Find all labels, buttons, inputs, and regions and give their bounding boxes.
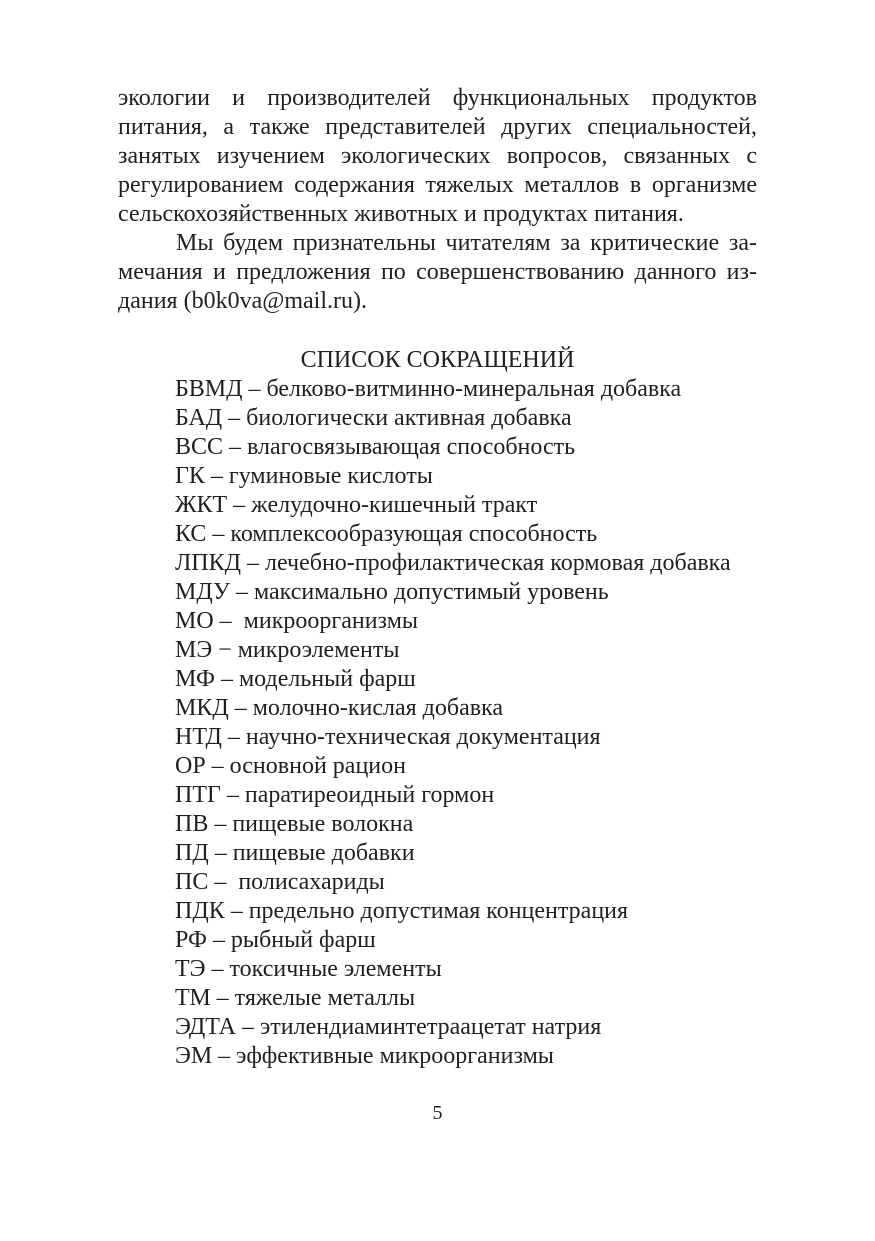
abbreviation-item: МКД – молочно-кислая добавка bbox=[175, 695, 504, 721]
text-line: мечания и предложения по совершенствованию данного из- bbox=[118, 259, 757, 285]
abbreviations-heading: СПИСОК СОКРАЩЕНИЙ bbox=[300, 347, 575, 373]
text-line: занятых изучением экологических вопросов, связанных с bbox=[118, 143, 757, 169]
body-text bbox=[118, 84, 757, 316]
abbreviation-item: ТЭ – токсичные элементы bbox=[175, 956, 442, 982]
abbreviation-item: КС – комплексообразующая способность bbox=[175, 521, 598, 547]
abbreviation-item: МФ – модельный фарш bbox=[175, 666, 416, 692]
abbreviation-item: МДУ – максимально допустимый уровень bbox=[175, 579, 609, 605]
abbreviation-item: ПДК – предельно допустимая концентрация bbox=[175, 898, 629, 924]
text-line: сельскохозяйственных животных и продуктах питания. bbox=[118, 201, 684, 227]
abbreviation-item: ГК – гуминовые кислоты bbox=[175, 463, 433, 489]
page-number: 5 bbox=[432, 1102, 443, 1124]
abbreviation-item: ТМ – тяжелые металлы bbox=[175, 985, 416, 1011]
abbreviation-item: ПС – полисахариды bbox=[175, 869, 385, 895]
abbreviation-item: ПТГ – паратиреоидный гормон bbox=[175, 782, 495, 808]
abbreviation-item: МЭ − микроэлементы bbox=[175, 637, 400, 663]
abbreviation-item: БВМД – белково-витминно-минеральная добавка bbox=[175, 376, 682, 402]
abbreviation-item: РФ – рыбный фарш bbox=[175, 927, 376, 953]
abbreviation-item: ПВ – пищевые волокна bbox=[175, 811, 414, 837]
abbreviation-item: ОР – основной рацион bbox=[175, 753, 406, 779]
abbreviation-item: НТД – научно-техническая документация bbox=[175, 724, 601, 750]
abbreviation-item: ЭМ – эффективные микроорганизмы bbox=[175, 1043, 554, 1069]
abbreviation-item: ЖКТ – желудочно-кишечный тракт bbox=[175, 492, 538, 518]
abbreviation-item: ЭДТА – этилендиаминтетраацетат натрия bbox=[175, 1014, 602, 1040]
abbreviation-item: ВСС – влагосвязывающая способность bbox=[175, 434, 576, 460]
text-line: регулированием содержания тяжелых металлов в организме bbox=[118, 172, 757, 198]
abbreviation-item: ЛПКД – лечебно-профилактическая кормовая добавка bbox=[175, 550, 731, 576]
abbreviation-item: МО – микроорганизмы bbox=[175, 608, 418, 634]
abbreviation-item: БАД – биологически активная добавка bbox=[175, 405, 572, 431]
text-line: питания, а также представителей других специальностей, bbox=[118, 114, 757, 140]
abbreviation-item: ПД – пищевые добавки bbox=[175, 840, 415, 866]
abbreviations-list bbox=[175, 375, 731, 1071]
text-line: экологии и производителей функциональных продуктов bbox=[118, 85, 757, 111]
text-line: дания (b0k0va@mail.ru). bbox=[118, 288, 367, 314]
text-line: Мы будем признательны читателям за критические за- bbox=[176, 230, 757, 256]
